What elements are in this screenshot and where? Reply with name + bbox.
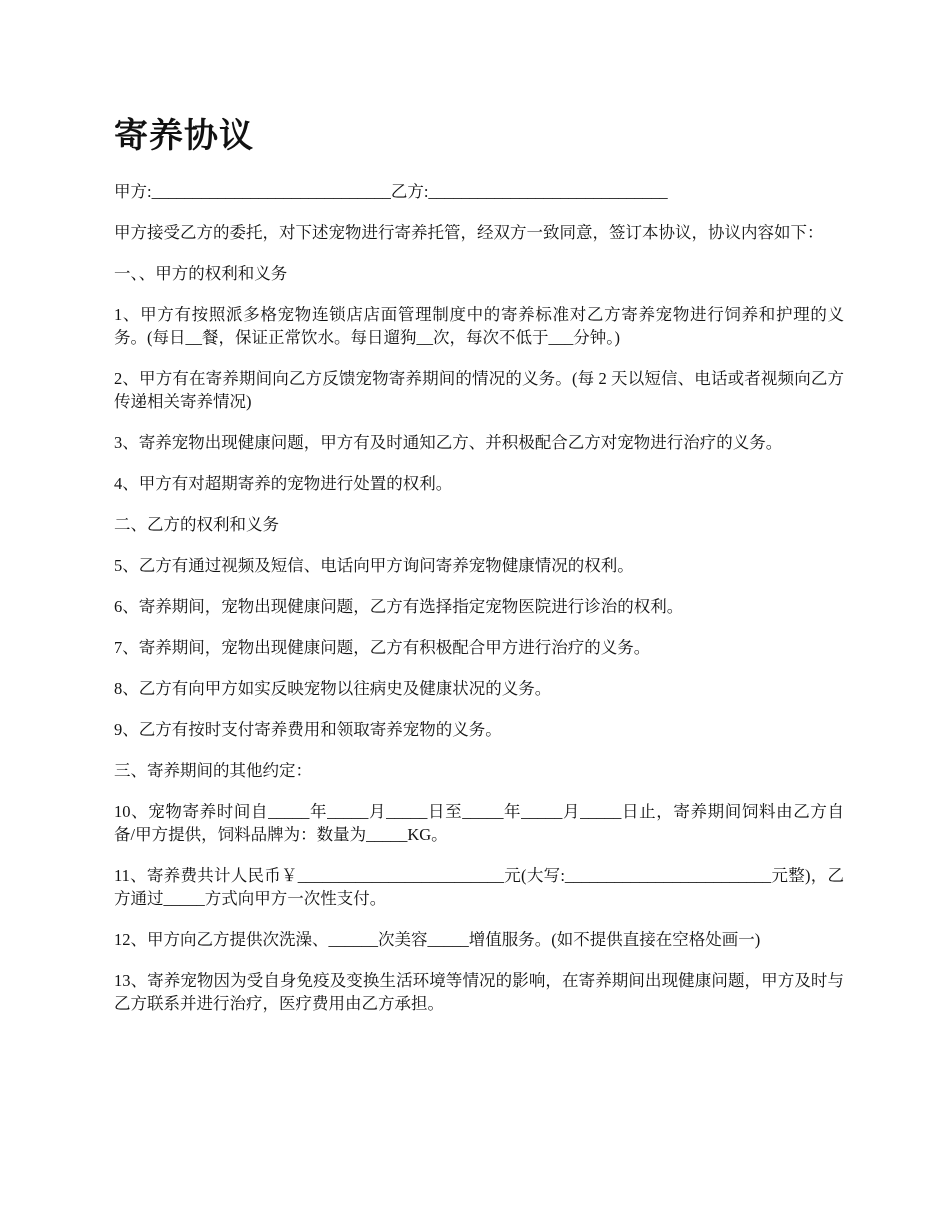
clause-9: 9、乙方有按时支付寄养费用和领取寄养宠物的义务。 [114, 720, 502, 739]
clause-13: 13、寄养宠物因为受自身免疫及变换生活环境等情况的影响，在寄养期间出现健康问题，甲方及时与乙方联系并进行治疗，医疗费用由乙方承担。 [114, 971, 844, 1013]
clause-6: 6、寄养期间，宠物出现健康问题，乙方有选择指定宠物医院进行诊治的权利。 [114, 597, 684, 616]
clause-10: 10、宠物寄养时间自_____年_____月_____日至_____年_____月_____日止，寄养期间饲料由乙方自备/甲方提供，饲料品牌为：数量为_____KG。 [114, 802, 844, 844]
clause-1: 1、甲方有按照派多格宠物连锁店店面管理制度中的寄养标准对乙方寄养宠物进行饲养和护理的义务。(每日__餐，保证正常饮水。每日遛狗__次，每次不低于___分钟。) [114, 305, 844, 347]
section-heading-party-a: 一、、甲方的权利和义务 [114, 264, 288, 283]
clause-8: 8、乙方有向甲方如实反映宠物以往病史及健康状况的义务。 [114, 679, 552, 698]
clause-2: 2、甲方有在寄养期间向乙方反馈宠物寄养期间的情况的义务。(每 2 天以短信、电话或者视频向乙方传递相关寄养情况) [114, 369, 844, 411]
intro-paragraph: 甲方接受乙方的委托，对下述宠物进行寄养托管，经双方一致同意，签订本协议，协议内容如下： [114, 223, 824, 242]
parties-line: 甲方:_____________________________乙方:_____________________________ [114, 182, 668, 201]
clause-11: 11、寄养费共计人民币￥_________________________元(大写:_________________________元整)，乙方通过_____方式向甲方一次性支付。 [114, 866, 844, 908]
clause-7: 7、寄养期间，宠物出现健康问题，乙方有积极配合甲方进行治疗的义务。 [114, 638, 651, 657]
clause-12: 12、甲方向乙方提供次洗澡、______次美容_____增值服务。(如不提供直接在空格处画一) [114, 930, 761, 949]
clause-4: 4、甲方有对超期寄养的宠物进行处置的权利。 [114, 474, 453, 493]
clause-5: 5、乙方有通过视频及短信、电话向甲方询问寄养宠物健康情况的权利。 [114, 556, 634, 575]
section-heading-party-b: 二、乙方的权利和义务 [114, 515, 279, 534]
document-title: 寄养协议 [114, 116, 254, 156]
clause-3: 3、寄养宠物出现健康问题，甲方有及时通知乙方、并积极配合乙方对宠物进行治疗的义务。 [114, 433, 783, 452]
document-page [114, 112, 844, 1033]
section-heading-other: 三、寄养期间的其他约定： [114, 761, 312, 780]
